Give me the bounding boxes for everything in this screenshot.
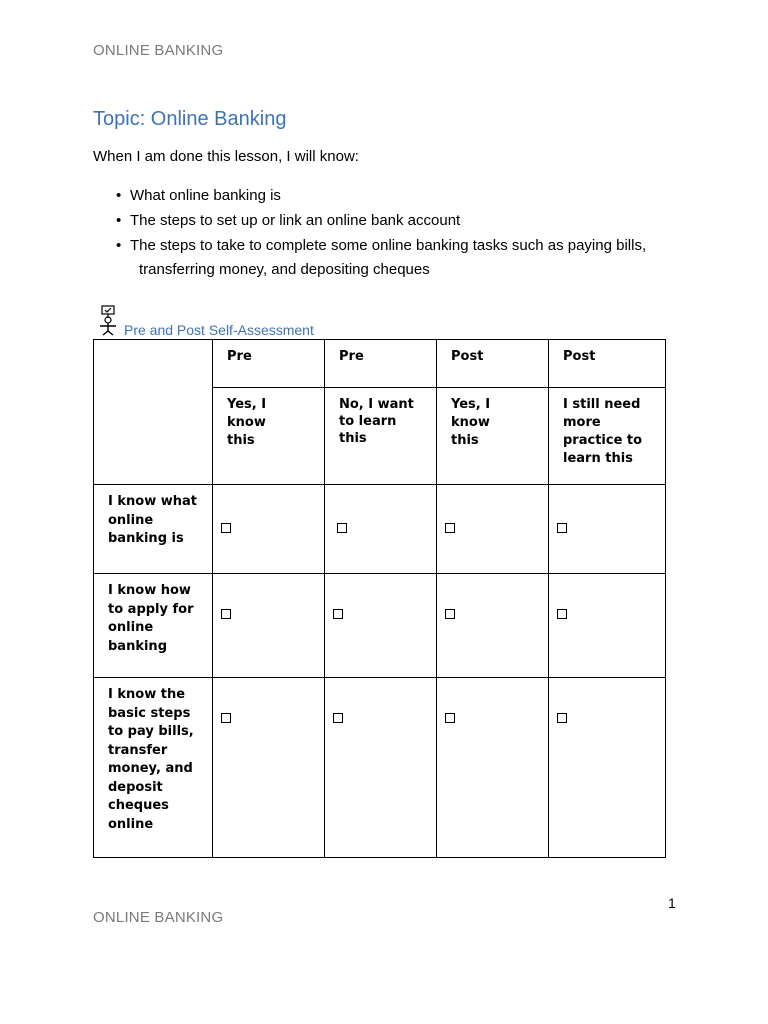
checklist-person-icon [97,305,119,337]
pre-know-checkbox[interactable] [221,713,231,723]
pre-learn-checkbox[interactable] [337,523,347,533]
list-item-text: The steps to set up or link an online bank account [130,212,461,229]
table-row [94,485,666,574]
bullet-icon: • [116,187,122,204]
learning-goals-list [116,187,686,286]
bullet-icon: • [116,212,122,229]
row-label: I know what online banking is [94,485,213,574]
pre-know-checkbox[interactable] [221,609,231,619]
list-item [116,212,686,229]
row-label: I know the basic steps to pay bills, transfer money, and deposit cheques online [94,678,213,858]
list-item-text: The steps to take to complete some online banking tasks such as paying bills, [130,237,647,254]
table-row [94,678,666,858]
list-item-text: What online banking is [130,187,281,204]
intro-text: When I am done this lesson, I will know: [93,148,359,165]
list-item-continuation: transferring money, and depositing cheques [139,261,430,278]
topic-heading: Topic: Online Banking [93,108,287,130]
list-item [116,237,686,278]
corner-cell [94,340,213,485]
row-label: I know how to apply for online banking [94,574,213,678]
post-practice-checkbox[interactable] [557,609,567,619]
column-phase: Pre [213,340,325,388]
pre-learn-checkbox[interactable] [333,713,343,723]
assessment-title: Pre and Post Self-Assessment [124,322,314,338]
table-row [94,574,666,678]
self-assessment-table [93,339,666,858]
page-footer: ONLINE BANKING [93,909,224,926]
page-number: 1 [668,895,676,911]
column-phase: Post [437,340,549,388]
column-phase: Post [549,340,666,388]
bullet-icon: • [116,237,122,254]
pre-know-checkbox[interactable] [221,523,231,533]
post-know-checkbox[interactable] [445,713,455,723]
post-know-checkbox[interactable] [445,609,455,619]
post-practice-checkbox[interactable] [557,713,567,723]
post-know-checkbox[interactable] [445,523,455,533]
page-header: ONLINE BANKING [93,42,224,59]
pre-learn-checkbox[interactable] [333,609,343,619]
column-phase: Pre [325,340,437,388]
column-label: No, I want to learn this [325,388,437,485]
column-label: Yes, I know this [437,388,549,485]
column-label: Yes, I know this [213,388,325,485]
column-label: I still need more practice to learn this [549,388,666,485]
post-practice-checkbox[interactable] [557,523,567,533]
list-item [116,187,686,204]
